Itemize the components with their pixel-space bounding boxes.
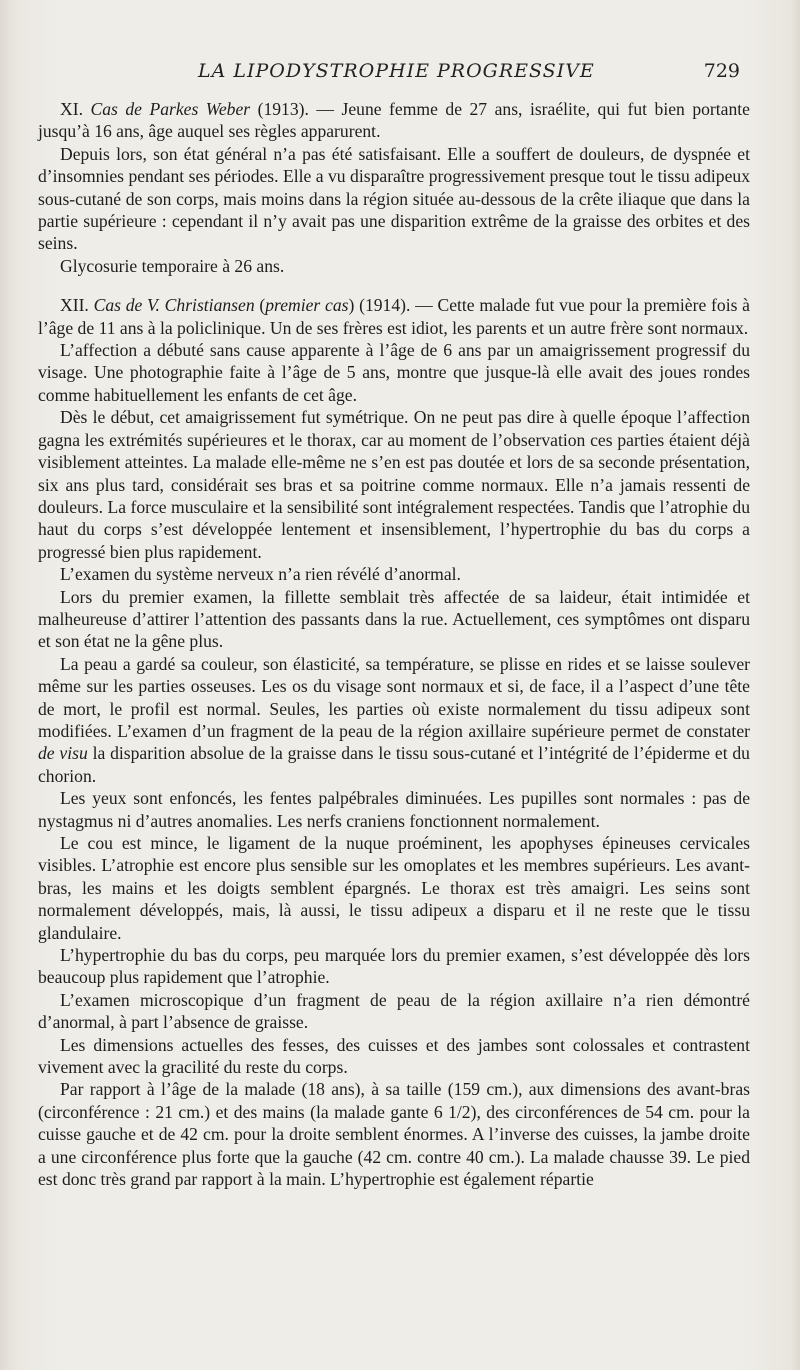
section-gap bbox=[38, 277, 750, 294]
case-xii-paragraph: Les dimensions actuelles des fesses, des cuisses et des jambes sont colossales et contrastent vivement avec la gracilité du reste du corps. bbox=[38, 1034, 750, 1078]
case-xi-paragraph: Glycosurie temporaire à 26 ans. bbox=[60, 255, 285, 276]
running-title: LA LIPODYSTROPHIE PROGRESSIVE bbox=[198, 60, 595, 82]
case-xii-paragraph: L’examen du système nerveux n’a rien révélé d’anormal. bbox=[60, 564, 461, 585]
body-text bbox=[38, 98, 750, 1191]
case-xii-p6-end: la disparition absolue de la graisse dans le tissu sous-cutané et l’intégrité de l’épiderme et du chorion. bbox=[38, 743, 750, 786]
case-xii-number: XII. bbox=[60, 295, 94, 316]
case-xii-paragraph: L’examen microscopique d’un fragment de peau de la région axillaire n’a rien démontré d’anormal, à part l’absence de graisse. bbox=[38, 989, 750, 1033]
case-xii-author: Cas de V. Christiansen bbox=[93, 295, 255, 316]
case-xi-intro-text: (1913). — Jeune femme de 27 ans, israélite, qui fut bien portante jusqu’à 16 ans, âge auquel ses règles apparurent. bbox=[38, 99, 750, 142]
case-xi bbox=[38, 98, 750, 277]
case-xii-paragraph: L’affection a débuté sans cause apparente à l’âge de 6 ans par un amaigrissement progressif du visage. Une photographie faite à l’âge de 5 ans, montre que jusque-là elle avait des joues rondes comme habituellement les enfants de cet âge. bbox=[38, 340, 750, 405]
case-xi-author: Cas de Parkes Weber bbox=[90, 99, 251, 119]
case-xii-paragraph: Le cou est mince, le ligament de la nuque proéminent, les apophyses épineuses cervicales visibles. L’atrophie est encore plus sensible sur les omoplates et les membres supérieurs. Les avant-bras, les mains et les doigts semblent épargnés. Le thorax est très amaigri. Les seins sont normalement développés, mais, là aussi, le tissu adipeux a disparu et il ne reste que le tissu glandulaire. bbox=[38, 833, 750, 943]
case-xii bbox=[38, 294, 750, 1190]
case-xii-paragraph bbox=[38, 653, 750, 787]
case-xii-intro-text: ) (1914). — Cette malade fut vue pour la première fois à l’âge de 11 ans à la policlinique. Un de ses frères est idiot, les parents et un autre frère sont normaux. bbox=[38, 295, 750, 338]
case-xii-paragraph: Les yeux sont enfoncés, les fentes palpébrales diminuées. Les pupilles sont normales : pas de nystagmus ni d’autres anomalies. Les nerfs craniens fonctionnent normalement. bbox=[38, 788, 750, 831]
case-xi-paragraph: Depuis lors, son état général n’a pas été satisfaisant. Elle a souffert de douleurs, de dyspnée et d’insomnies pendant ses périodes. Elle a vu disparaître progressivement presque tout le tissu adipeux sous-cutané de son corps, mais moins dans la région située au-dessous de la crête iliaque que dans la partie supérieure : cependant il n’y avait pas une disparition extrême de la graisse des orbites et des seins. bbox=[38, 143, 750, 254]
case-xii-paragraph: Lors du premier examen, la fillette semblait très affectée de sa laideur, était intimidée et malheureuse d’attirer l’attention des passants dans la rue. Actuellement, ces symptômes ont disparu et son état ne la gêne plus. bbox=[38, 586, 750, 652]
case-xii-paragraph: Par rapport à l’âge de la malade (18 ans), à sa taille (159 cm.), aux dimensions des avant-bras (circonférence : 21 cm.) et des mains (la malade gante 6 1/2), des circonférences de 54 cm. pour la cuisse gauche et de 42 cm. pour la droite semblent énormes. A l’inverse des cuisses, la jambe droite a une circonférence plus forte que la gauche (42 cm. contre 40 cm.). La malade chausse 39. Le pied est donc très grand par rapport à la main. L’hypertrophie est également répartie bbox=[38, 1079, 750, 1190]
case-xii-intro bbox=[38, 294, 750, 339]
case-xii-subtitle: premier cas bbox=[265, 295, 349, 316]
case-xi-number: XI. bbox=[60, 99, 91, 119]
case-xii-paren: ( bbox=[254, 295, 266, 316]
page-header bbox=[0, 60, 800, 86]
case-xii-paragraph: L’hypertrophie du bas du corps, peu marquée lors du premier examen, s’est développée dès lors beaucoup plus rapidement que l’atrophie. bbox=[38, 945, 750, 988]
case-xii-paragraph: Dès le début, cet amaigrissement fut symétrique. On ne peut pas dire à quelle époque l’affection gagna les extrémités supérieures et le thorax, car au moment de l’observation ces parties étaient déjà visiblement atteintes. La malade elle-même ne s’en est pas doutée et lors de sa seconde présentation, six ans plus tard, considérait ses bras et sa poitrine comme normaux. Elle n’a jamais ressenti de douleurs. La force musculaire et la sensibilité sont intégralement respectées. Tandis que l’atrophie du haut du corps s’est développée lentement et insensiblement, l’hypertrophie du bas du corps a progressé bien plus rapidement. bbox=[38, 407, 750, 562]
case-xii-p6-emphasis: de visu bbox=[38, 743, 88, 764]
case-xii-p6-start: La peau a gardé sa couleur, son élasticité, sa température, se plisse en rides et se laisse soulever même sur les parties osseuses. Les os du visage sont normaux et si, de face, il a l’aspect d’une tête de mort, le profil est normal. Seules, les parties où existe normalement du tissu adipeux sont modifiées. L’examen d’un fragment de la peau de la région axillaire supérieure permet de constater bbox=[38, 653, 750, 741]
case-xi-intro bbox=[38, 98, 750, 143]
page-number: 729 bbox=[703, 60, 740, 82]
